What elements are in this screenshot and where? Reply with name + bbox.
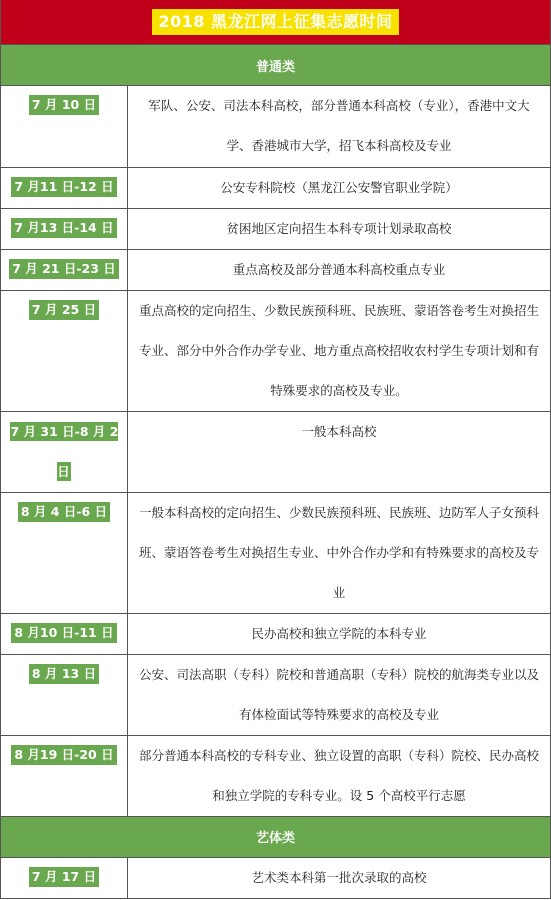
date-label: 7 月 25 日 — [29, 300, 99, 320]
date-cell — [1, 290, 128, 411]
date-cell — [1, 167, 128, 208]
table-row — [1, 654, 550, 735]
desc-cell — [128, 290, 551, 411]
date-label: 8 月10 日-11 日 — [11, 623, 116, 643]
table-row — [1, 858, 550, 899]
table-row — [1, 86, 550, 167]
desc-cell — [128, 86, 551, 167]
date-cell — [1, 411, 128, 492]
desc-text: 民办高校和独立学院的本科专业 — [251, 625, 427, 641]
desc-text: 部分普通本科高校的专科专业、独立设置的高职（专科）院校、民办高校和独立学院的专科专业。设 5 个高校平行志愿 — [138, 747, 539, 803]
page-title: 2018 黑龙江网上征集志愿时间 — [152, 9, 398, 35]
schedule-table-general — [1, 86, 550, 817]
date-cell — [1, 613, 128, 654]
desc-cell — [128, 735, 551, 816]
date-label: 8 月 4 日-6 日 — [18, 502, 110, 522]
desc-cell — [128, 492, 551, 613]
desc-text: 公安、司法高职（专科）院校和普通高职（专科）院校的航海类专业以及有体检面试等特殊要求的高校及专业 — [138, 666, 539, 722]
table-row — [1, 735, 550, 816]
section-header-arts-sports: 艺体类 — [1, 817, 550, 858]
date-label: 7 月 17 日 — [29, 867, 99, 887]
desc-cell — [128, 654, 551, 735]
desc-text: 公安专科院校（黑龙江公安警官职业学院） — [220, 179, 458, 195]
desc-cell — [128, 249, 551, 290]
desc-text: 艺术类本科第一批次录取的高校 — [251, 869, 427, 885]
table-row — [1, 167, 550, 208]
desc-text: 贫困地区定向招生本科专项计划录取高校 — [226, 220, 452, 236]
desc-text: 军队、公安、司法本科高校，部分普通本科高校（专业），香港中文大学、香港城市大学，招飞本科高校及专业 — [148, 98, 530, 153]
date-cell — [1, 208, 128, 249]
desc-text: 重点高校的定向招生、少数民族预科班、民族班、蒙语答卷考生对换招生专业、部分中外合作办学专业、地方重点高校招收农村学生专项计划和有特殊要求的高校及专业。 — [138, 302, 539, 398]
desc-text: 一般本科高校 — [301, 423, 377, 439]
date-label: 8 月19 日-20 日 — [11, 745, 116, 765]
table-row — [1, 492, 550, 613]
title-bar — [1, 0, 550, 45]
desc-cell — [128, 167, 551, 208]
table-row — [1, 249, 550, 290]
date-cell — [1, 86, 128, 167]
date-label: 7 月11 日-12 日 — [11, 177, 116, 197]
desc-text: 重点高校及部分普通本科高校重点专业 — [232, 261, 446, 277]
section-header-general: 普通类 — [1, 45, 550, 86]
desc-cell — [128, 858, 551, 899]
desc-cell — [128, 208, 551, 249]
table-row — [1, 411, 550, 492]
desc-cell — [128, 613, 551, 654]
schedule-table-arts-sports — [1, 858, 550, 899]
date-cell — [1, 249, 128, 290]
date-label: 7 月 21 日-23 日 — [9, 259, 119, 279]
table-row — [1, 290, 550, 411]
date-label: 7 月 10 日 — [29, 95, 99, 115]
table-row — [1, 613, 550, 654]
date-cell — [1, 735, 128, 816]
date-label: 8 月 13 日 — [29, 664, 99, 684]
date-cell — [1, 654, 128, 735]
table-row — [1, 208, 550, 249]
date-label: 7 月 31 日-8 月 2 日 — [10, 423, 119, 479]
desc-cell — [128, 411, 551, 492]
date-label: 7 月13 日-14 日 — [11, 218, 116, 238]
desc-text: 一般本科高校的定向招生、少数民族预科班、民族班、边防军人子女预科班、蒙语答卷考生对换招生专业、中外合作办学和有特殊要求的高校及专业 — [138, 504, 539, 600]
date-cell — [1, 492, 128, 613]
date-cell — [1, 858, 128, 899]
